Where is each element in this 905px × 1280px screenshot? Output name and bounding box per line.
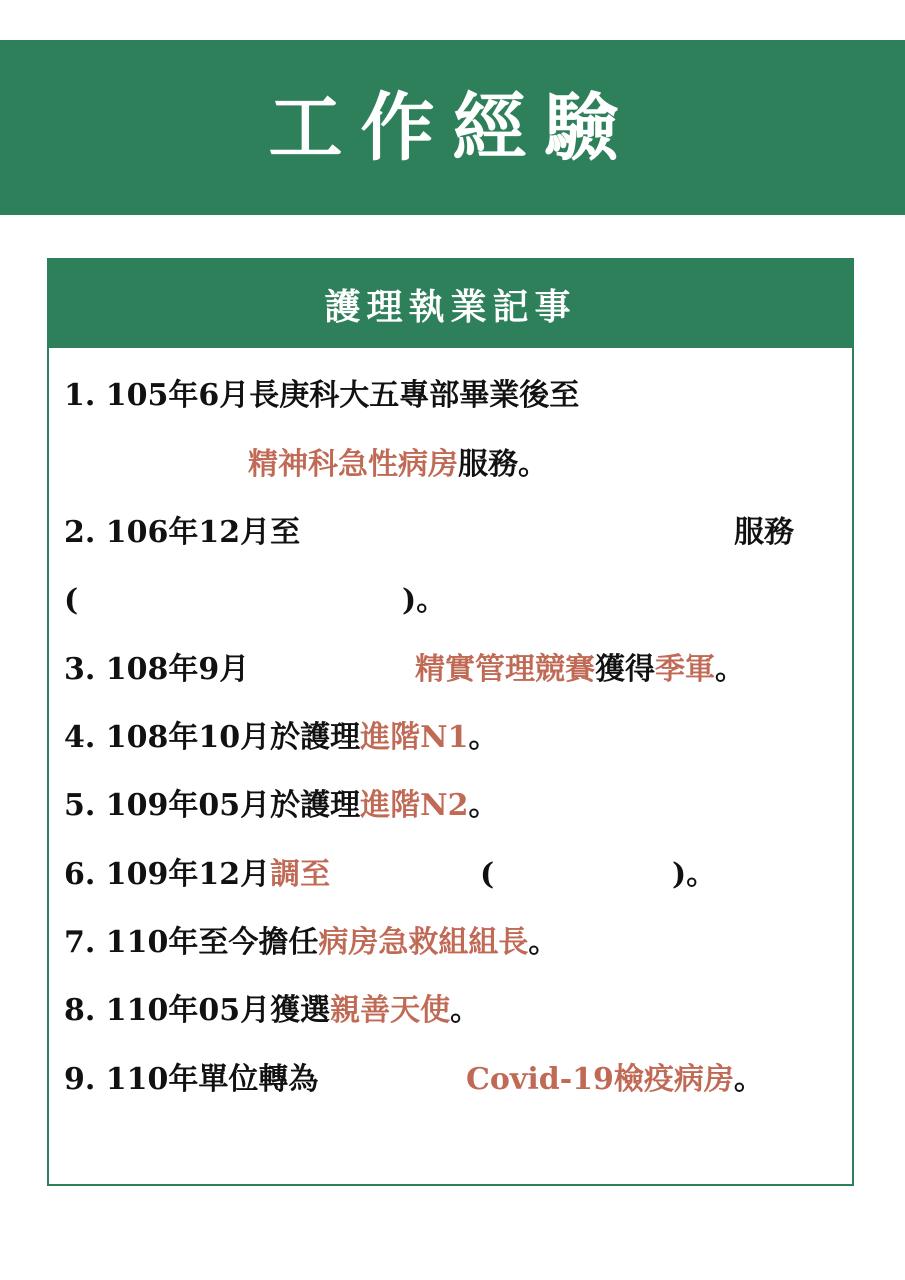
item-highlight: 進階N2 [360, 788, 469, 823]
item-text: )。 [672, 857, 717, 892]
item-number: 1. [64, 378, 96, 413]
item-text: ( [64, 583, 79, 618]
item-number: 2. [64, 515, 96, 550]
item-number: 7. [64, 925, 96, 960]
list-item-3 [64, 652, 250, 687]
item-highlight: 精實管理競賽 [415, 652, 595, 687]
list-item-6-open [480, 857, 495, 892]
item-text: 110年單位轉為 [105, 1062, 319, 1097]
list-item-1 [64, 378, 580, 413]
list-item-6-close [672, 857, 717, 892]
item-text: 。 [733, 1062, 764, 1097]
item-text: 105年6月長庚科大五專部畢業後至 [105, 378, 580, 413]
item-highlight: 親善天使 [330, 993, 451, 1028]
list-item-5 [64, 788, 499, 823]
item-text: 。 [450, 993, 481, 1028]
item-highlight: 季軍 [655, 652, 715, 687]
list-item-8 [64, 993, 481, 1028]
section-title: 護理執業記事 [324, 285, 577, 328]
item-text: 。 [715, 652, 745, 687]
item-number: 8. [64, 993, 96, 1028]
item-text: 獲得 [595, 652, 655, 687]
item-number: 6. [64, 857, 96, 892]
list-item-9-end [466, 1062, 764, 1097]
item-number: 4. [64, 720, 96, 755]
item-highlight: 精神科急性病房 [248, 447, 458, 482]
list-item-2-close [402, 583, 447, 618]
item-text: 服務。 [458, 447, 548, 482]
item-number: 9. [64, 1062, 96, 1097]
item-highlight: 調至 [270, 857, 331, 892]
item-text: 109年05月於護理 [105, 788, 361, 823]
item-text: 110年至今擔任 [105, 925, 319, 960]
item-text: 109年12月 [105, 857, 271, 892]
list-item-1-cont [248, 447, 548, 482]
item-text: 服務 [734, 515, 794, 550]
item-text: 108年10月於護理 [105, 720, 361, 755]
item-text: 108年9月 [105, 652, 250, 687]
item-text: 106年12月至 [105, 515, 301, 550]
page-title: 工作經驗 [268, 84, 637, 171]
list-item-4 [64, 720, 499, 755]
item-highlight: Covid-19檢疫病房 [466, 1062, 734, 1097]
item-text: 。 [468, 720, 499, 755]
list-item-7 [64, 925, 559, 960]
item-highlight: 進階N1 [360, 720, 469, 755]
item-text: 。 [468, 788, 499, 823]
title-banner [0, 40, 905, 215]
card-header [49, 260, 852, 348]
list-item-6 [64, 857, 331, 892]
list-item-2-open [64, 583, 79, 618]
list-item-9 [64, 1062, 319, 1097]
item-text: 110年05月獲選 [105, 993, 331, 1028]
list-item-2 [64, 515, 301, 550]
item-text: ( [480, 857, 495, 892]
list-item-2-end [734, 515, 794, 550]
list-item-3-end [415, 652, 745, 687]
item-number: 5. [64, 788, 96, 823]
item-text: 。 [528, 925, 559, 960]
item-highlight: 病房急救組組長 [318, 925, 529, 960]
item-number: 3. [64, 652, 96, 687]
item-text: )。 [402, 583, 447, 618]
